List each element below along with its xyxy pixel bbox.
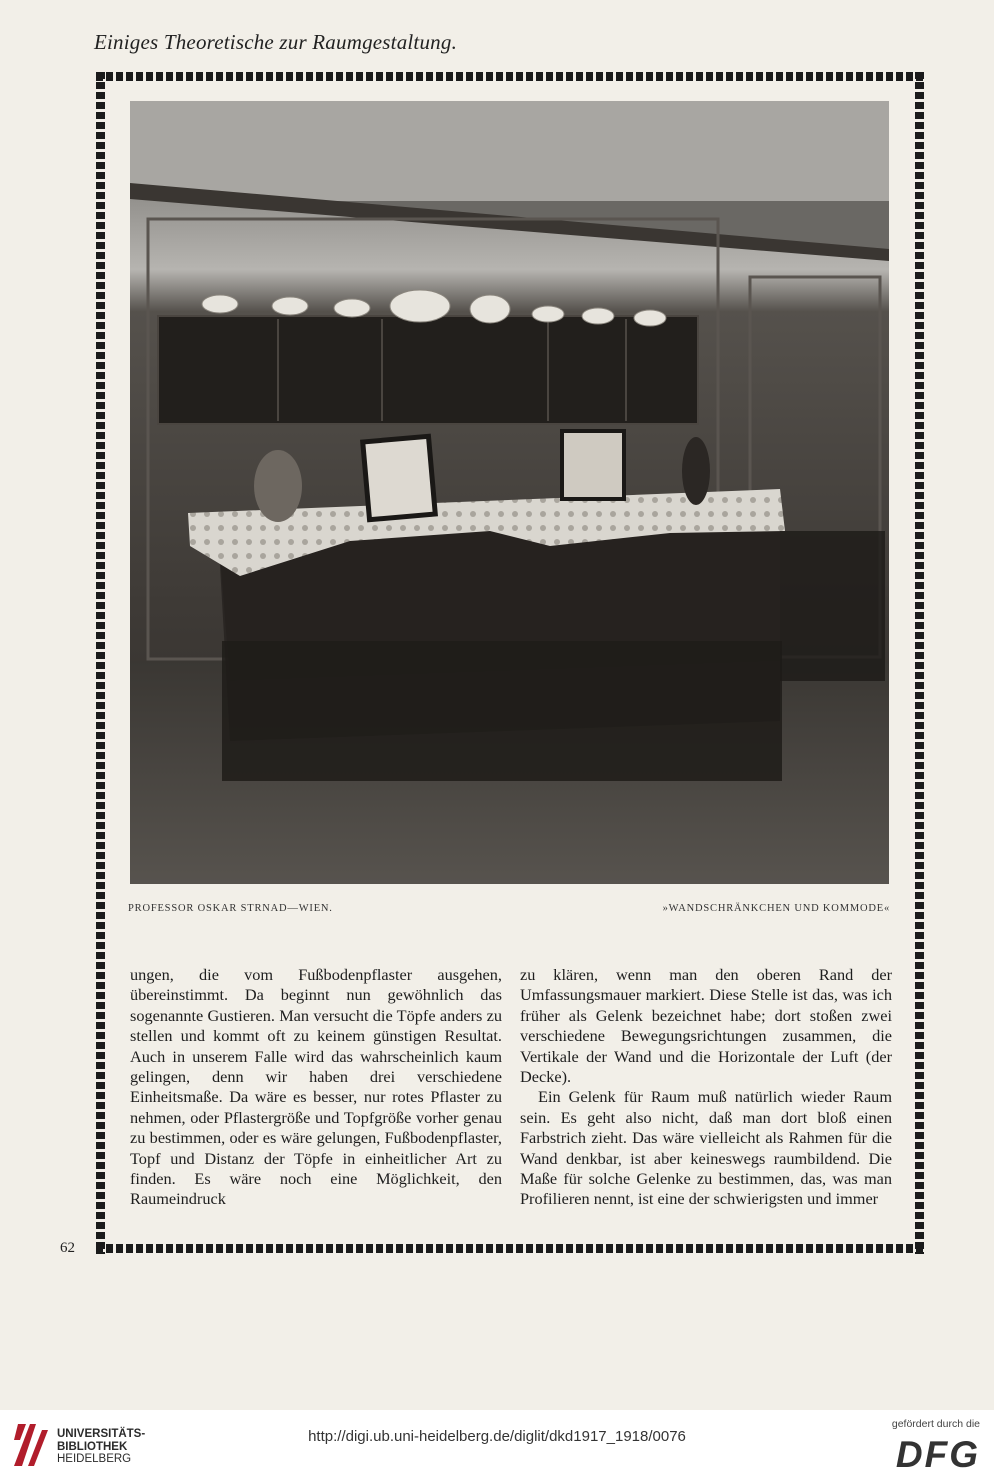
library-line-3: HEIDELBERG [57, 1453, 132, 1465]
photo-caption-title: »WANDSCHRÄNKCHEN UND KOMMODE« [662, 903, 890, 914]
library-line-2: BIBLIOTHEK [57, 1440, 128, 1453]
library-line-1: UNIVERSITÄTS- [57, 1428, 146, 1440]
decorative-border-left [96, 72, 105, 1254]
funding-note: gefördert durch die [891, 1418, 980, 1430]
dfg-logo: DFG [895, 1434, 980, 1475]
running-head: Einiges Theoretische zur Raumgestaltung. [94, 30, 458, 54]
decorative-border-right [915, 72, 924, 1254]
paragraph: ungen, die vom Fußbodenpflaster ausgehen, übereinstimmt. Da beginnt nun gewöhnlich das sogenannte Gustieren. Man versucht die Töpfe anders zu stellen und kommt oft zu keinem günstigen Resultat. Auch in unserem Falle wird das wahrscheinlich kaum gelingen, denn wir haben drei verschiedene Einheitsmaße. Da wäre es besser, nur rotes Pflaster zu nehmen, oder Pflastergröße und Topfgröße vorher genau zu bestimmen, oder es wäre gelungen, Fußbodenpflaster, Topf und Distanz der Töpfe in einheitlicher Art zu finden. Es wäre noch eine Möglichkeit, den Raumeindruck [130, 965, 502, 1209]
decorative-border-bottom [96, 1244, 924, 1253]
footer-bar [0, 1410, 994, 1482]
source-url-link[interactable]: http://digi.ub.uni-heidelberg.de/diglit/dkd1917_1918/0076 [308, 1428, 686, 1445]
paragraph: Ein Gelenk für Raum muß natürlich wieder Raum sein. Es geht also nicht, daß man dort bloß einen Farbstrich zieht. Das wäre vielleicht als Rahmen für die Wand denkbar, ist aber keineswegs raumbildend. Die Maße für solche Gelenke zu bestimmen, das, was man Profilieren nennt, ist eine der schwierigsten und immer [520, 1087, 892, 1209]
text-column-left [130, 965, 502, 1210]
decorative-border-top [96, 72, 924, 81]
furniture-photo [130, 101, 889, 884]
page-number: 62 [60, 1240, 75, 1256]
photo-caption-credit: PROFESSOR OSKAR STRNAD—WIEN. [128, 903, 333, 914]
text-column-right [520, 965, 892, 1210]
paragraph: zu klären, wenn man den oberen Rand der Umfassungsmauer markiert. Diese Stelle ist das, was ich früher als Gelenk bezeichnet habe; dort stoßen zwei verschiedene Bewegungsrichtungen zusammen, die Vertikale der Wand und die Horizontale der Luft (der Decke). [520, 965, 892, 1087]
